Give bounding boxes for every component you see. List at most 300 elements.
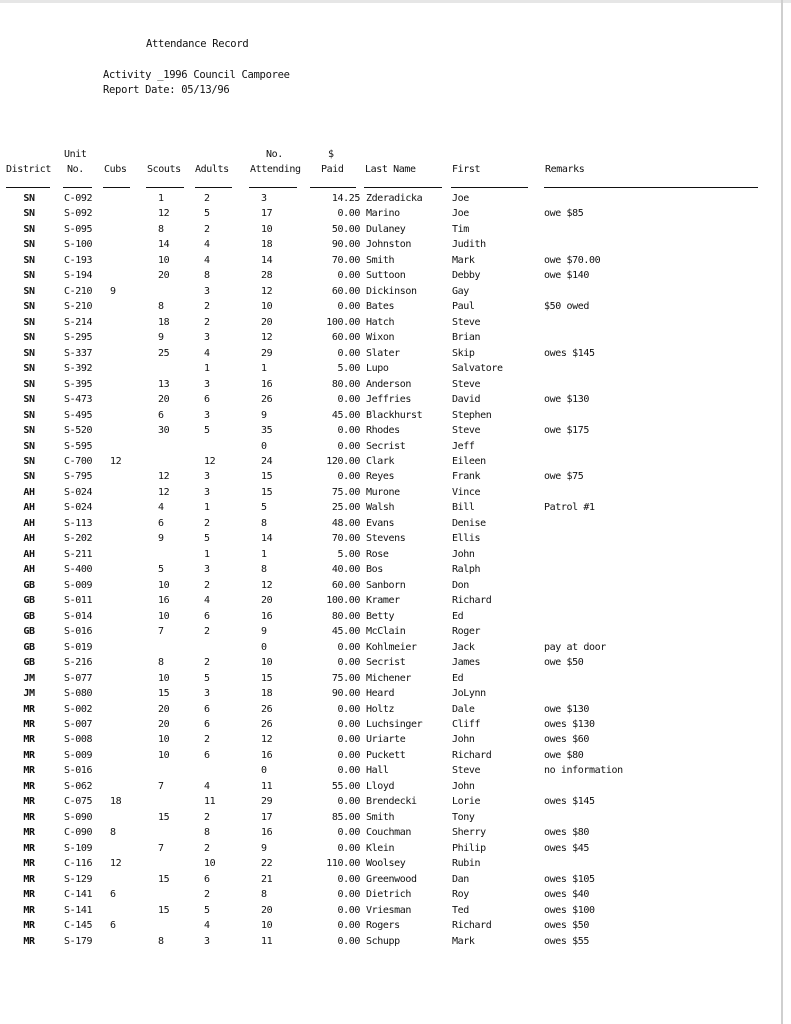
remarks-cell: pay at door [544,641,606,653]
unit-cell: S-211 [64,548,93,560]
first-name-cell: JoLynn [452,688,486,700]
attending-cell: 26 [261,394,273,406]
unit-cell: S-113 [64,517,93,529]
table-row [0,934,791,950]
last-name-cell: Wixon [366,332,395,344]
district-cell: AH [23,517,35,529]
table-row [0,562,791,578]
paid-cell: 0.00 [337,749,360,761]
first-name-cell: Frank [452,471,481,483]
district-cell: SN [23,394,35,406]
scouts-cell: 7 [158,842,164,854]
first-name-cell: Mark [452,935,475,947]
cubs-cell: 9 [110,285,116,297]
remarks-cell: $50 owed [544,301,589,313]
paid-cell: 25.00 [331,502,360,514]
adults-cell: 2 [204,193,210,204]
remarks-cell: owe $80 [544,749,584,761]
col-cubs: Cubs [104,164,127,175]
unit-cell: S-092 [64,208,93,220]
table-row [0,253,791,269]
scouts-cell: 20 [158,394,170,406]
unit-cell: C-092 [64,193,93,204]
table-row [0,686,791,702]
last-name-cell: Dickinson [366,285,417,297]
adults-cell: 1 [204,363,210,375]
adults-cell: 8 [204,827,210,839]
first-name-cell: Steve [452,316,481,328]
table-row [0,841,791,857]
district-cell: AH [23,533,35,545]
district-cell: JM [23,688,35,700]
remarks-cell: owes $55 [544,935,589,947]
scouts-cell: 12 [158,486,170,498]
last-name-cell: Stevens [366,533,406,545]
paid-cell: 0.00 [337,394,360,406]
district-cell: SN [23,455,35,467]
unit-cell: S-392 [64,363,93,375]
adults-cell: 5 [204,208,210,220]
unit-cell: S-090 [64,811,93,823]
paid-cell: 0.00 [337,301,360,313]
unit-cell: S-002 [64,703,93,715]
district-cell: MR [23,734,35,746]
scouts-cell: 10 [158,734,170,746]
attending-cell: 0 [261,641,267,653]
adults-cell: 2 [204,842,210,854]
district-cell: SN [23,223,35,235]
paid-cell: 0.00 [337,904,360,916]
table-row [0,408,791,424]
last-name-cell: Secrist [366,440,406,452]
underline-attending [249,187,297,188]
first-name-cell: Steve [452,765,481,777]
scouts-cell: 30 [158,425,170,437]
first-name-cell: Cliff [452,718,481,730]
attending-cell: 9 [261,842,267,854]
attending-cell: 12 [261,285,273,297]
adults-cell: 3 [204,332,210,344]
table-row [0,810,791,826]
last-name-cell: Johnston [366,239,411,251]
remarks-cell: owes $145 [544,796,595,808]
last-name-cell: Jeffries [366,394,411,406]
attending-cell: 20 [261,316,273,328]
unit-cell: S-520 [64,425,93,437]
remarks-cell: owe $70.00 [544,254,601,266]
col-first: First [452,164,481,175]
attending-cell: 16 [261,827,273,839]
col-unit-top: Unit [64,149,87,160]
last-name-cell: Puckett [366,749,406,761]
first-name-cell: Judith [452,239,486,251]
adults-cell: 2 [204,889,210,901]
district-cell: MR [23,904,35,916]
col-remarks: Remarks [545,164,585,175]
remarks-cell: owes $45 [544,842,589,854]
paid-cell: 60.00 [331,579,360,591]
scouts-cell: 16 [158,595,170,607]
table-row [0,469,791,485]
last-name-cell: Brendecki [366,796,417,808]
table-row [0,516,791,532]
attending-cell: 16 [261,378,273,390]
scouts-cell: 10 [158,254,170,266]
scouts-cell: 15 [158,811,170,823]
paid-cell: 90.00 [331,239,360,251]
unit-cell: S-400 [64,564,93,576]
district-cell: GB [23,626,35,638]
last-name-cell: Rhodes [366,425,400,437]
last-name-cell: Uriarte [366,734,406,746]
unit-cell: S-109 [64,842,93,854]
district-cell: AH [23,548,35,560]
unit-cell: S-009 [64,579,93,591]
last-name-cell: Murone [366,486,400,498]
attending-cell: 11 [261,780,273,792]
first-name-cell: Ted [452,904,469,916]
unit-cell: S-016 [64,765,93,777]
district-cell: MR [23,858,35,870]
attending-cell: 10 [261,301,273,313]
page-top-edge [0,0,791,3]
district-cell: MR [23,780,35,792]
unit-cell: C-193 [64,254,93,266]
unit-cell: S-179 [64,935,93,947]
adults-cell: 6 [204,394,210,406]
underline-scouts [146,187,184,188]
last-name-cell: Sanborn [366,579,406,591]
unit-cell: S-080 [64,688,93,700]
table-row [0,222,791,238]
paid-cell: 0.00 [337,873,360,885]
first-name-cell: Tim [452,223,469,235]
district-cell: GB [23,610,35,622]
district-cell: MR [23,703,35,715]
paid-cell: 0.00 [337,471,360,483]
paid-cell: 0.00 [337,270,360,282]
last-name-cell: Lloyd [366,780,395,792]
district-cell: MR [23,749,35,761]
paid-cell: 60.00 [331,285,360,297]
attending-cell: 24 [261,455,273,467]
adults-cell: 2 [204,517,210,529]
first-name-cell: Denise [452,517,486,529]
paid-cell: 70.00 [331,533,360,545]
paid-cell: 0.00 [337,703,360,715]
remarks-cell: owe $130 [544,703,589,715]
adults-cell: 4 [204,595,210,607]
paid-cell: 110.00 [326,858,360,870]
attending-cell: 1 [261,363,267,375]
unit-cell: S-024 [64,502,93,514]
district-cell: SN [23,363,35,375]
adults-cell: 6 [204,873,210,885]
paid-cell: 45.00 [331,409,360,421]
district-cell: SN [23,425,35,437]
attending-cell: 15 [261,672,273,684]
attending-cell: 12 [261,579,273,591]
last-name-cell: Michener [366,672,411,684]
unit-cell: S-210 [64,301,93,313]
first-name-cell: Roger [452,626,481,638]
document-title: Attendance Record [146,38,249,50]
attending-cell: 20 [261,904,273,916]
scouts-cell: 8 [158,657,164,669]
attending-cell: 29 [261,796,273,808]
scouts-cell: 9 [158,533,164,545]
district-cell: GB [23,657,35,669]
first-name-cell: Salvatore [452,363,503,375]
district-cell: GB [23,579,35,591]
scouts-cell: 8 [158,301,164,313]
first-name-cell: David [452,394,481,406]
underline-district [6,187,50,188]
first-name-cell: John [452,780,475,792]
scouts-cell: 7 [158,780,164,792]
paid-cell: 80.00 [331,378,360,390]
table-row [0,779,791,795]
col-scouts: Scouts [147,164,181,175]
report-date-line: Report Date: 05/13/96 [103,84,230,96]
paid-cell: 75.00 [331,486,360,498]
unit-cell: S-795 [64,471,93,483]
paid-cell: 0.00 [337,347,360,359]
adults-cell: 10 [204,858,216,870]
table-row [0,268,791,284]
unit-cell: S-024 [64,486,93,498]
unit-cell: S-295 [64,332,93,344]
cubs-cell: 8 [110,827,116,839]
paid-cell: 0.00 [337,718,360,730]
adults-cell: 3 [204,285,210,297]
first-name-cell: Joe [452,193,469,204]
paid-cell: 14.25 [331,193,360,204]
remarks-cell: no information [544,765,623,777]
table-row [0,485,791,501]
scouts-cell: 20 [158,703,170,715]
col-unit-bottom: No. [67,164,84,175]
col-paid-top: $ [328,149,334,160]
unit-cell: C-141 [64,889,93,901]
scouts-cell: 14 [158,239,170,251]
underline-adults [195,187,232,188]
attending-cell: 17 [261,208,273,220]
attending-cell: 3 [261,193,267,204]
paid-cell: 45.00 [331,626,360,638]
remarks-cell: owes $60 [544,734,589,746]
attending-cell: 8 [261,564,267,576]
first-name-cell: Philip [452,842,486,854]
scouts-cell: 20 [158,270,170,282]
unit-cell: S-100 [64,239,93,251]
unit-cell: S-214 [64,316,93,328]
table-row [0,439,791,455]
adults-cell: 2 [204,301,210,313]
table-row [0,732,791,748]
unit-cell: S-095 [64,223,93,235]
paid-cell: 85.00 [331,811,360,823]
adults-cell: 2 [204,579,210,591]
attending-cell: 17 [261,811,273,823]
remarks-cell: owe $75 [544,471,584,483]
paid-cell: 0.00 [337,425,360,437]
scouts-cell: 8 [158,935,164,947]
scouts-cell: 13 [158,378,170,390]
paid-cell: 0.00 [337,842,360,854]
attending-cell: 15 [261,486,273,498]
last-name-cell: Rogers [366,920,400,932]
last-name-cell: Woolsey [366,858,406,870]
district-cell: AH [23,502,35,514]
table-row [0,794,791,810]
last-name-cell: Zderadicka [366,193,423,204]
last-name-cell: Hatch [366,316,395,328]
unit-cell: C-145 [64,920,93,932]
unit-cell: S-014 [64,610,93,622]
table-row [0,887,791,903]
remarks-cell: owes $105 [544,873,595,885]
adults-cell: 6 [204,718,210,730]
table-row [0,191,791,207]
unit-cell: S-141 [64,904,93,916]
paid-cell: 0.00 [337,765,360,777]
district-cell: SN [23,270,35,282]
scouts-cell: 10 [158,672,170,684]
first-name-cell: Ed [452,610,464,622]
attending-cell: 12 [261,734,273,746]
underline-cubs [103,187,130,188]
attending-cell: 16 [261,610,273,622]
remarks-cell: owes $145 [544,347,595,359]
paid-cell: 0.00 [337,920,360,932]
scouts-cell: 25 [158,347,170,359]
adults-cell: 5 [204,425,210,437]
col-attending-bottom: Attending [250,164,301,175]
attending-cell: 8 [261,889,267,901]
remarks-cell: owes $50 [544,920,589,932]
col-last-name: Last Name [365,164,416,175]
cubs-cell: 12 [110,455,122,467]
district-cell: SN [23,332,35,344]
first-name-cell: Ed [452,672,464,684]
paid-cell: 100.00 [326,595,360,607]
scouts-cell: 12 [158,208,170,220]
attending-cell: 8 [261,517,267,529]
first-name-cell: Tony [452,811,475,823]
attending-cell: 18 [261,239,273,251]
scouts-cell: 20 [158,718,170,730]
last-name-cell: Clark [366,455,395,467]
district-cell: SN [23,301,35,313]
attending-cell: 11 [261,935,273,947]
adults-cell: 2 [204,734,210,746]
unit-cell: S-216 [64,657,93,669]
table-row [0,423,791,439]
adults-cell: 5 [204,904,210,916]
adults-cell: 12 [204,455,216,467]
first-name-cell: Roy [452,889,469,901]
scouts-cell: 10 [158,579,170,591]
table-row [0,872,791,888]
table-row [0,918,791,934]
table-row [0,346,791,362]
remarks-cell: owe $85 [544,208,584,220]
district-cell: MR [23,718,35,730]
paid-cell: 100.00 [326,316,360,328]
district-cell: SN [23,254,35,266]
first-name-cell: Jack [452,641,475,653]
unit-cell: S-337 [64,347,93,359]
scouts-cell: 15 [158,688,170,700]
last-name-cell: Evans [366,517,395,529]
attending-cell: 10 [261,657,273,669]
district-cell: JM [23,672,35,684]
table-row [0,500,791,516]
cubs-cell: 6 [110,889,116,901]
unit-cell: S-062 [64,780,93,792]
last-name-cell: Luchsinger [366,718,423,730]
table-row [0,825,791,841]
adults-cell: 2 [204,811,210,823]
district-cell: MR [23,765,35,777]
attending-cell: 10 [261,920,273,932]
table-row [0,903,791,919]
table-row [0,377,791,393]
unit-cell: C-116 [64,858,93,870]
last-name-cell: Greenwood [366,873,417,885]
district-cell: MR [23,889,35,901]
table-row [0,237,791,253]
remarks-cell: owe $175 [544,425,589,437]
paid-cell: 0.00 [337,796,360,808]
remarks-cell: owes $100 [544,904,595,916]
adults-cell: 3 [204,409,210,421]
adults-cell: 2 [204,626,210,638]
district-cell: SN [23,471,35,483]
attending-cell: 15 [261,471,273,483]
paid-cell: 0.00 [337,641,360,653]
adults-cell: 6 [204,703,210,715]
attending-cell: 12 [261,332,273,344]
unit-cell: S-495 [64,409,93,421]
underline-last-name [364,187,442,188]
first-name-cell: Debby [452,270,481,282]
scouts-cell: 9 [158,332,164,344]
attending-cell: 9 [261,626,267,638]
adults-cell: 2 [204,657,210,669]
paid-cell: 0.00 [337,935,360,947]
adults-cell: 3 [204,486,210,498]
cubs-cell: 12 [110,858,122,870]
first-name-cell: Mark [452,254,475,266]
unit-cell: S-009 [64,749,93,761]
first-name-cell: Rubin [452,858,481,870]
scouts-cell: 15 [158,904,170,916]
scouts-cell: 12 [158,471,170,483]
unit-cell: S-007 [64,718,93,730]
first-name-cell: Joe [452,208,469,220]
district-cell: MR [23,873,35,885]
adults-cell: 1 [204,548,210,560]
district-cell: SN [23,193,35,204]
last-name-cell: Blackhurst [366,409,423,421]
remarks-cell: owe $50 [544,657,584,669]
scouts-cell: 15 [158,873,170,885]
district-cell: GB [23,641,35,653]
attending-cell: 26 [261,718,273,730]
remarks-cell: owes $80 [544,827,589,839]
